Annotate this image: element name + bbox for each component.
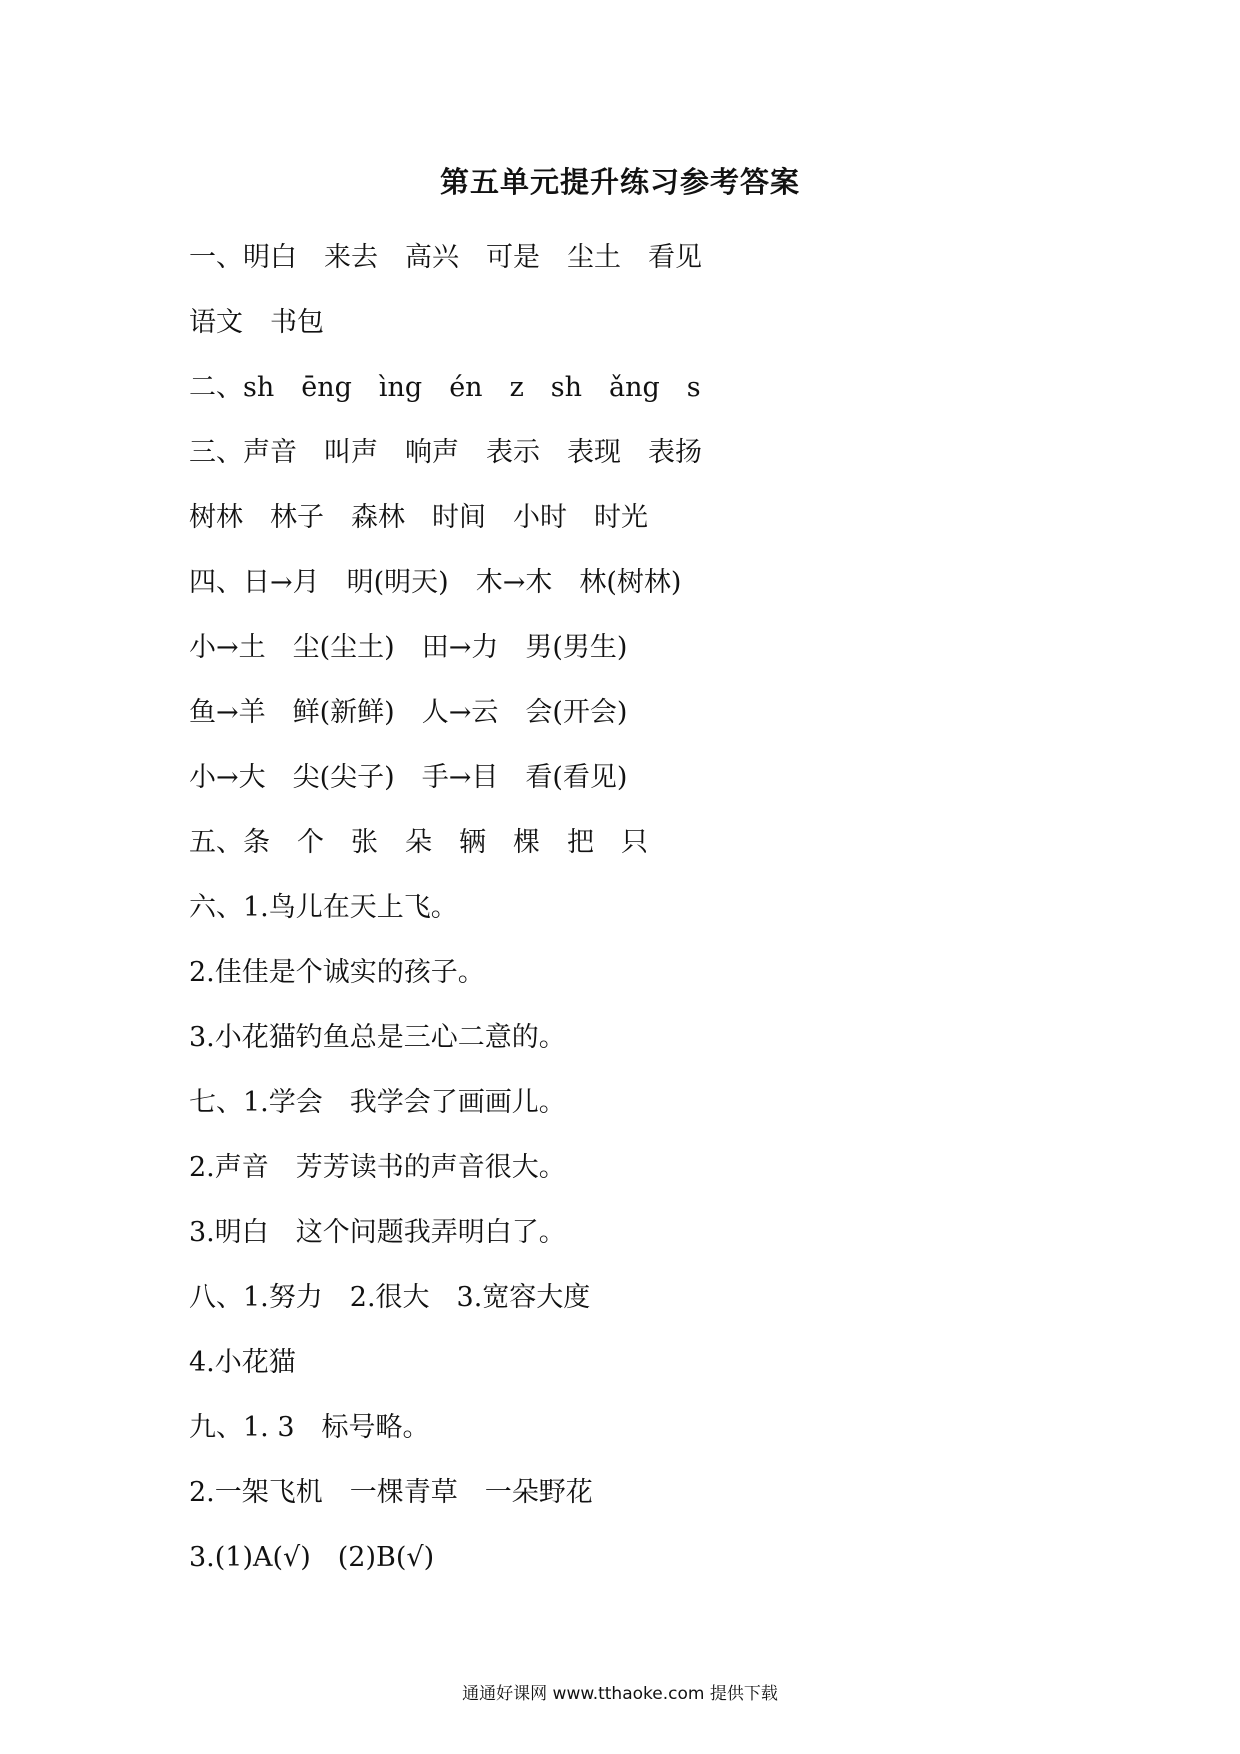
answer-line-20: 2.一架飞机 一棵青草 一朵野花 [189, 1477, 593, 1508]
footer-source-note: 通通好课网 www.tthaoke.com 提供下载 [462, 1684, 778, 1704]
answer-line-13: 3.小花猫钓鱼总是三心二意的。 [189, 1022, 566, 1053]
answer-list [189, 225, 1149, 1590]
answer-line-4: 三、声音 叫声 响声 表示 表现 表扬 [189, 437, 702, 468]
answer-line-11: 六、1.鸟儿在天上飞。 [189, 892, 458, 923]
answer-line-6: 四、日→月 明(明天) 木→木 林(树林) [189, 567, 682, 598]
page-title: 第五单元提升练习参考答案 [439, 165, 800, 199]
answer-line-10: 五、条 个 张 朵 辆 棵 把 只 [189, 827, 648, 858]
answer-line-9: 小→大 尖(尖子) 手→目 看(看见) [189, 762, 628, 793]
answer-line-18: 4.小花猫 [189, 1347, 296, 1378]
answer-line-16: 3.明白 这个问题我弄明白了。 [189, 1217, 566, 1248]
answer-line-12: 2.佳佳是个诚实的孩子。 [189, 957, 485, 988]
answer-line-3: 二、sh ēng ìng én z sh ǎng s [189, 372, 701, 403]
answer-line-5: 树林 林子 森林 时间 小时 时光 [189, 502, 648, 533]
answer-line-2: 语文 书包 [189, 307, 324, 338]
answer-line-19: 九、1. 3 标号略。 [189, 1412, 430, 1443]
answer-line-21: 3.(1)A(√) (2)B(√) [189, 1542, 435, 1573]
answer-line-1: 一、明白 来去 高兴 可是 尘土 看见 [189, 242, 702, 273]
answer-line-8: 鱼→羊 鲜(新鲜) 人→云 会(开会) [189, 697, 628, 728]
answer-line-14: 七、1.学会 我学会了画画儿。 [189, 1087, 566, 1118]
answer-line-15: 2.声音 芳芳读书的声音很大。 [189, 1152, 566, 1183]
answer-line-7: 小→土 尘(尘土) 田→力 男(男生) [189, 632, 628, 663]
answer-line-17: 八、1.努力 2.很大 3.宽容大度 [189, 1282, 591, 1313]
